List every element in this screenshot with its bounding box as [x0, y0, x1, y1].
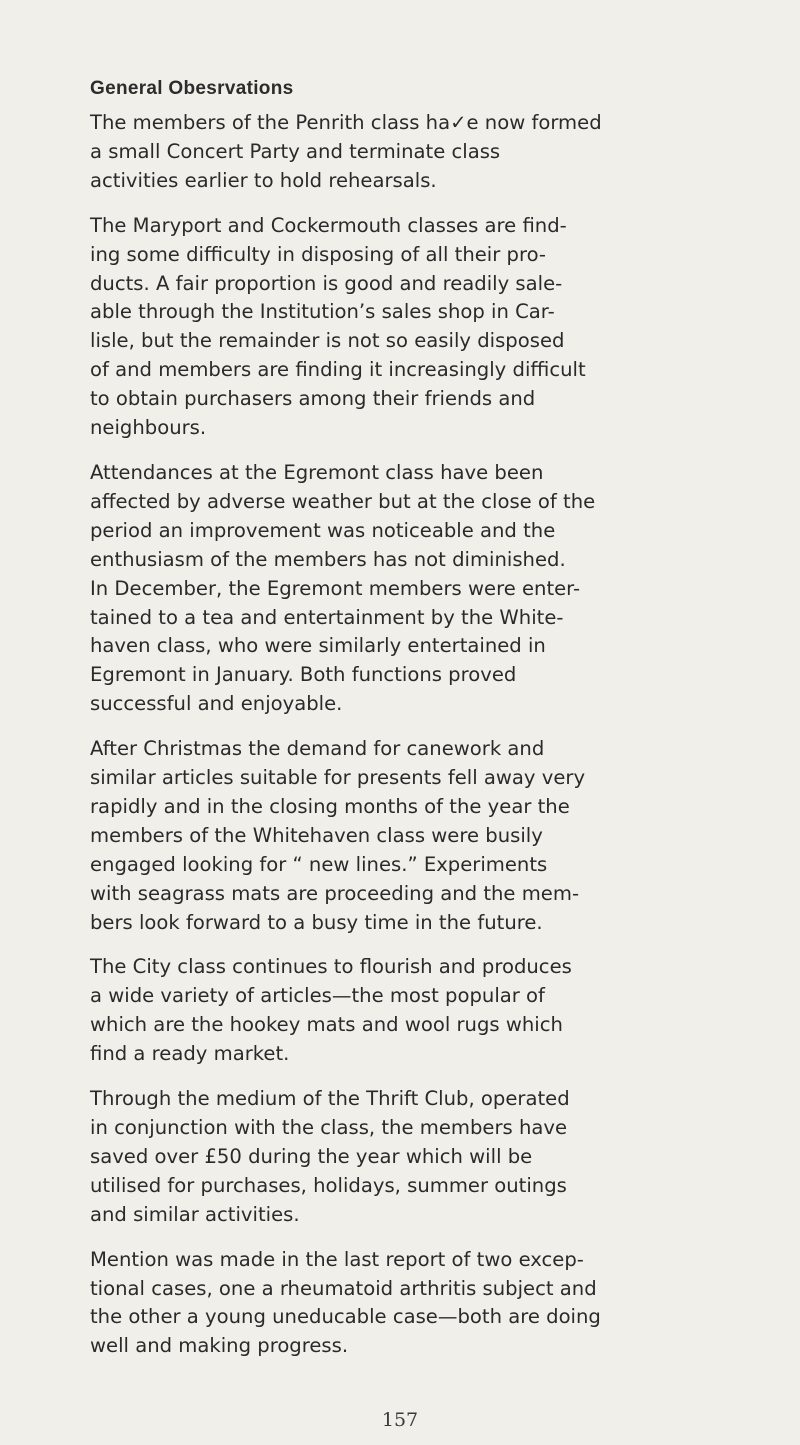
page-number: 157	[381, 1409, 419, 1431]
paragraph-penrith: The members of the Penrith class ha✓e now formed a small Concert Party and terminate class activities earlier to hold rehearsals.	[90, 111, 602, 192]
paragraph-thrift-club: Through the medium of the Thrift Club, operated in conjunction with the class, the members have saved over £50 during the year which will be utilised for purchases, holidays, summer outings and similar activities.	[90, 1087, 570, 1226]
paragraph-exceptional-cases: Mention was made in the last report of two excep- tional cases, one a rheumatoid arthritis subject and the other a young uneducable case—both are doing well and making progress.	[90, 1247, 601, 1358]
paragraph-egremont: Attendances at the Egremont class have been affected by adverse weather but at the close of the period an improvement was noticeable and the enthusiasm of the members has not diminished. In December, the Egremont members were enter- tained to a tea and entertainment by the White- haven class, who were similarly entertained in Egremont in January. Both functions proved successful and enjoyable.	[90, 460, 596, 716]
paragraph-maryport-cockermouth: The Maryport and Cockermouth classes are find- ing some difficulty in disposing of all their pro- ducts. A fair proportion is good and readily sale- able through the Institution’s sales shop in Car- lisle, but the remainder is not so easily disposed of and members are finding it increasingly difficult to obtain purchasers among their friends and neighbours.	[90, 213, 586, 440]
section-heading: General Obesrvations	[90, 78, 294, 99]
paragraph-city-class: The City class continues to flourish and produces a wide variety of articles—the most popular of which are the hookey mats and wool rugs which find a ready market.	[90, 955, 572, 1066]
paragraph-whitehaven: After Christmas the demand for canework and similar articles suitable for presents fell away very rapidly and in the closing months of the year the members of the Whitehaven class were busily engaged looking for “ new lines.” Experiments with seagrass mats are proceeding and the mem- bers look forward to a busy time in the future.	[90, 737, 586, 934]
